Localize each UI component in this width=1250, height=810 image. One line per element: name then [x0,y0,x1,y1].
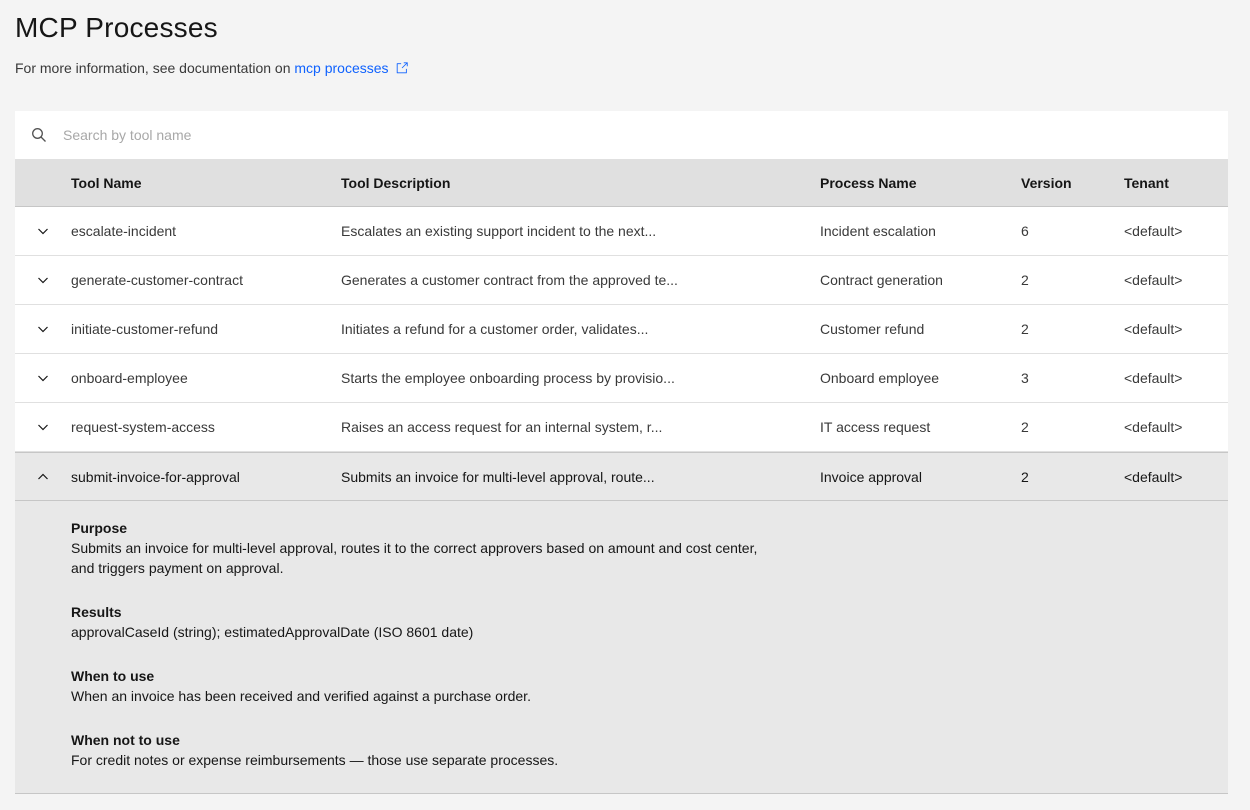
expand-row-button[interactable] [15,419,71,435]
header-tenant[interactable]: Tenant [1124,174,1169,191]
cell-tool-description: Raises an access request for an internal system, r... [341,419,663,435]
cell-process-name: Incident escalation [820,223,936,239]
when-to-use-section [71,666,761,706]
page-subtitle [15,58,409,78]
results-title: Results [71,604,122,620]
chevron-down-icon [35,272,51,288]
cell-process-name: IT access request [820,419,931,435]
cell-tool-description: Starts the employee onboarding process by provisio... [341,370,675,386]
cell-tool-description: Initiates a refund for a customer order, validates... [341,321,649,337]
cell-version: 6 [1021,223,1029,239]
cell-tenant: <default> [1124,223,1183,239]
results-text: approvalCaseId (string); estimatedApprovalDate (ISO 8601 date) [71,624,474,640]
page-title: MCP Processes [15,12,218,43]
chevron-down-icon [35,370,51,386]
docs-link[interactable] [294,60,408,76]
collapse-row-button[interactable] [15,469,71,485]
expand-row-button[interactable] [15,370,71,386]
cell-tool-description: Generates a customer contract from the approved te... [341,272,678,288]
cell-process-name: Onboard employee [820,370,940,386]
subtitle-text: For more information, see documentation on [15,60,295,76]
table-row-expanded[interactable] [15,452,1228,501]
expand-row-button[interactable] [15,272,71,288]
chevron-up-icon [35,469,51,485]
table-row[interactable] [15,305,1228,354]
table-row[interactable] [15,403,1228,452]
cell-process-name: Customer refund [820,321,925,337]
cell-tenant: <default> [1124,321,1183,337]
purpose-section [71,518,761,578]
cell-version: 2 [1021,468,1029,485]
when-to-use-title: When to use [71,668,155,684]
cell-tool-description: Submits an invoice for multi-level approval, route... [341,468,655,485]
external-link-icon [395,61,409,75]
cell-tenant: <default> [1124,272,1183,288]
cell-tenant: <default> [1124,468,1183,485]
search-input[interactable] [63,112,663,158]
purpose-text: Submits an invoice for multi-level approval, routes it to the correct approvers based on amount and cost center, and triggers payment on approval. [71,540,758,576]
search-icon [31,127,47,143]
cell-process-name: Invoice approval [820,468,922,485]
cell-tool-name: initiate-customer-refund [71,321,219,337]
table-row[interactable] [15,256,1228,305]
docs-link-label: mcp processes [294,60,389,76]
purpose-title: Purpose [71,520,128,536]
processes-table [15,111,1228,794]
expand-row-button[interactable] [15,223,71,239]
when-not-to-use-title: When not to use [71,732,180,748]
cell-tool-name: request-system-access [71,419,215,435]
table-row[interactable] [15,354,1228,403]
when-to-use-text: When an invoice has been received and verified against a purchase order. [71,688,531,704]
cell-tool-name: generate-customer-contract [71,272,243,288]
table-row[interactable] [15,207,1228,256]
chevron-down-icon [35,321,51,337]
expanded-row-details [15,501,1228,794]
cell-version: 2 [1021,419,1029,435]
cell-tenant: <default> [1124,370,1183,386]
header-tool-name[interactable]: Tool Name [71,174,142,191]
search-bar [15,111,1228,159]
chevron-down-icon [35,419,51,435]
header-tool-description[interactable]: Tool Description [341,174,451,191]
when-not-to-use-text: For credit notes or expense reimbursements — those use separate processes. [71,752,559,768]
cell-tenant: <default> [1124,419,1183,435]
cell-process-name: Contract generation [820,272,943,288]
cell-tool-description: Escalates an existing support incident to the next... [341,223,657,239]
cell-tool-name: submit-invoice-for-approval [71,468,240,485]
table-header [15,159,1228,207]
results-section [71,602,761,642]
cell-tool-name: onboard-employee [71,370,188,386]
cell-version: 2 [1021,321,1029,337]
header-version[interactable]: Version [1021,174,1072,191]
when-not-to-use-section [71,730,761,770]
cell-version: 3 [1021,370,1029,386]
cell-tool-name: escalate-incident [71,223,177,239]
cell-version: 2 [1021,272,1029,288]
chevron-down-icon [35,223,51,239]
expand-row-button[interactable] [15,321,71,337]
header-process-name[interactable]: Process Name [820,174,917,191]
